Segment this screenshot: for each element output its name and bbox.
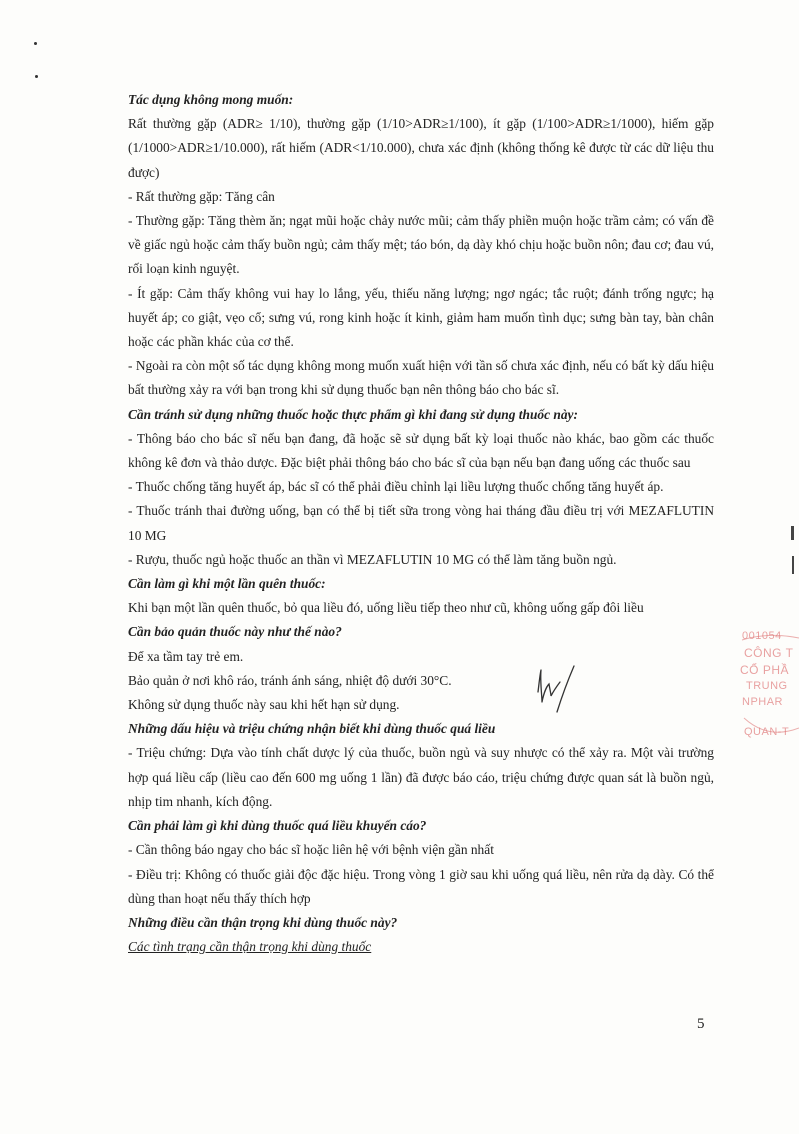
other-effects-paragraph: - Ngoài ra còn một số tác dụng không mong muốn xuất hiện với tần số chưa xác định, nếu có bất kỳ dấu hiệu bất thường xảy ra với bạn trong khi sử dụng thuốc bạn nên thông báo cho bác sĩ. bbox=[128, 358, 714, 398]
subheading-precaution-conditions: Các tình trạng cần thận trọng khi dùng thuốc bbox=[128, 939, 372, 955]
heading-precautions: Những điều cần thận trọng khi dùng thuốc này? bbox=[128, 914, 398, 930]
document-body bbox=[128, 88, 714, 959]
stamp-line: CỔ PHẦ bbox=[740, 663, 790, 677]
scan-dot bbox=[34, 42, 37, 45]
storage-conditions-paragraph: Bảo quản ở nơi khô ráo, tránh ánh sáng, nhiệt độ dưới 30°C. bbox=[128, 672, 452, 688]
heading-interactions: Cần tránh sử dụng những thuốc hoặc thực phẩm gì khi đang sử dụng thuốc này: bbox=[128, 406, 578, 422]
alcohol-paragraph: - Rượu, thuốc ngủ hoặc thuốc an thần vì MEZAFLUTIN 10 MG có thể làm tăng buồn ngủ. bbox=[128, 551, 617, 567]
stamp-line: QUAN-T bbox=[744, 726, 790, 738]
stamp-line: 001054 bbox=[742, 630, 782, 642]
missed-dose-paragraph: Khi bạn một lần quên thuốc, bỏ qua liều đó, uống liều tiếp theo như cũ, không uống gấp đôi liều bbox=[128, 600, 644, 616]
overdose-symptoms-paragraph: - Triệu chứng: Dựa vào tính chất dược lý của thuốc, buồn ngủ và suy nhược có thể xảy ra. Một vài trường hợp quá liều cấp (liều cao đến 600 mg uống 1 lần) đã được báo cáo, triệu chứng được quan sát là buồn ngủ, nhịp tim nhanh, kích động. bbox=[128, 745, 714, 809]
very-common-paragraph: - Rất thường gặp: Tăng cân bbox=[128, 188, 275, 204]
heading-overdose-action: Cần phải làm gì khi dùng thuốc quá liều khuyến cáo? bbox=[128, 818, 427, 834]
heading-adverse-effects: Tác dụng không mong muốn: bbox=[128, 92, 294, 107]
heading-storage: Cần bảo quản thuốc này như thế nào? bbox=[128, 624, 342, 640]
scan-dot bbox=[35, 75, 38, 78]
company-stamp bbox=[738, 628, 799, 768]
stamp-line: NPHAR bbox=[742, 696, 784, 708]
storage-children-paragraph: Để xa tầm tay trẻ em. bbox=[128, 648, 244, 664]
edge-mark bbox=[791, 526, 794, 540]
edge-mark bbox=[792, 556, 794, 574]
uncommon-paragraph: - Ít gặp: Cảm thấy không vui hay lo lắng, yếu, thiếu năng lượng; ngơ ngác; tắc ruột; đánh trống ngực; hạ huyết áp; co giật, vẹo cổ; sưng vú, rong kinh hoặc ít kinh, giảm ham muốn tình dục; sưng bàn tay, bàn chân hoặc các phần khác của cơ thể. bbox=[128, 285, 714, 350]
stamp-line: CÔNG T bbox=[744, 646, 794, 660]
contraceptive-paragraph: - Thuốc tránh thai đường uống, bạn có thể bị tiết sữa trong vòng hai tháng đầu điều trị với MEZAFLUTIN 10 MG bbox=[128, 503, 714, 543]
handwritten-signature bbox=[530, 662, 580, 718]
stamp-line: TRUNG bbox=[746, 680, 788, 692]
common-paragraph: - Thường gặp: Tăng thèm ăn; ngạt mũi hoặc chảy nước mũi; cảm thấy phiền muộn hoặc trầm cảm; có vấn đề về giấc ngủ hoặc cảm thấy buồn ngủ; cảm thấy mệt; táo bón, dạ dày khó chịu hoặc buồn nôn; đau cơ; đau vú, rối loạn kinh nguyệt. bbox=[128, 213, 714, 277]
storage-expiry-paragraph: Không sử dụng thuốc này sau khi hết hạn sử dụng. bbox=[128, 697, 400, 713]
page-number: 5 bbox=[697, 1016, 705, 1032]
stamp-ring-icon bbox=[738, 628, 799, 768]
interactions-paragraph: - Thông báo cho bác sĩ nếu bạn đang, đã hoặc sẽ sử dụng bất kỳ loại thuốc nào khác, bao gồm các thuốc không kê đơn và thảo dược. Đặc biệt phải thông báo cho bác sĩ của bạn nếu bạn đang uống các thuốc sau bbox=[128, 430, 714, 471]
overdose-notify-paragraph: - Cần thông báo ngay cho bác sĩ hoặc liên hệ với bệnh viện gần nhất bbox=[128, 842, 494, 858]
antihypertensive-paragraph: - Thuốc chống tăng huyết áp, bác sĩ có thể phải điều chỉnh lại liều lượng thuốc chống tăng huyết áp. bbox=[128, 479, 664, 495]
heading-overdose-signs: Những dấu hiệu và triệu chứng nhận biết khi dùng thuốc quá liều bbox=[128, 721, 496, 737]
overdose-treatment-paragraph: - Điều trị: Không có thuốc giải độc đặc hiệu. Trong vòng 1 giờ sau khi uống quá liều, nên rửa dạ dày. Có thể dùng than hoạt nếu thấy thích hợp bbox=[128, 866, 714, 906]
heading-missed-dose: Cần làm gì khi một lần quên thuốc: bbox=[128, 576, 326, 592]
adr-frequency-paragraph: Rất thường gặp (ADR≥ 1/10), thường gặp (1/10>ADR≥1/100), ít gặp (1/100>ADR≥1/1000), hiếm gặp (1/1000>ADR≥1/10.000), rất hiếm (ADR<1/10.000), chưa xác định (không thống kê được từ các dữ liệu thu được) bbox=[128, 116, 714, 180]
